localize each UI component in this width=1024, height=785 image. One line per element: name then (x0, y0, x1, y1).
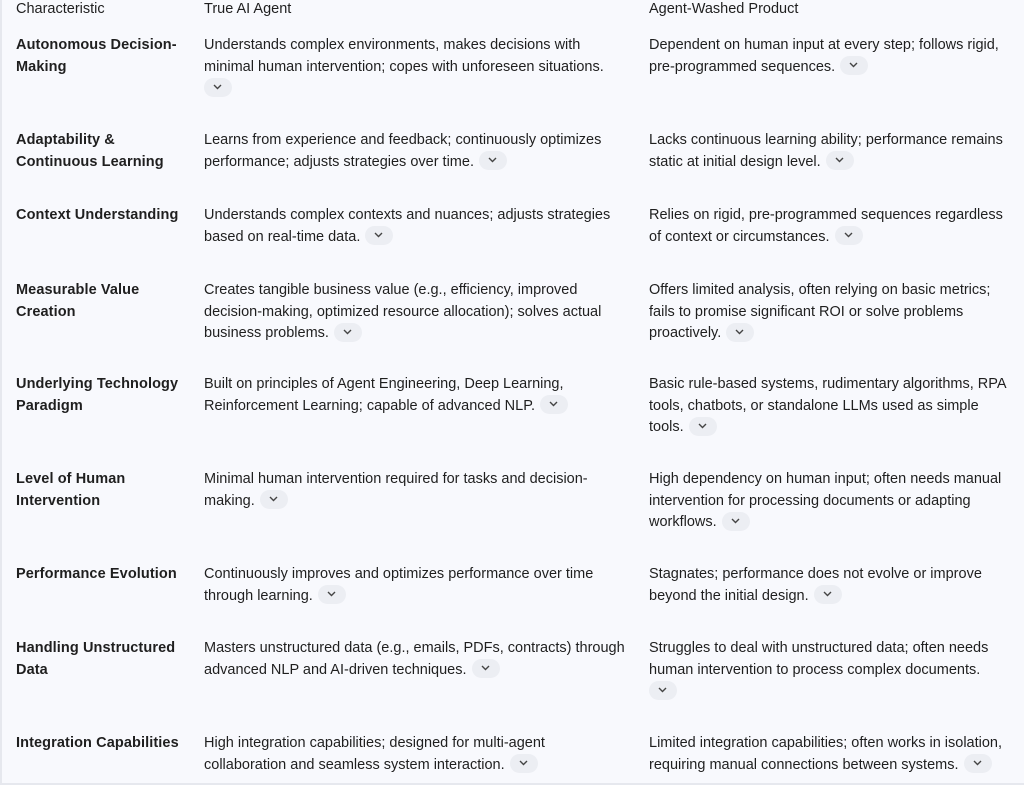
expand-source-button[interactable] (726, 323, 754, 342)
agent-washed-cell (649, 564, 1011, 607)
chevron-down-icon (731, 518, 740, 524)
chevron-down-icon (835, 157, 844, 163)
expand-source-button[interactable] (318, 585, 346, 604)
agent-washed-text: Struggles to deal with unstructured data; often needs human intervention to process complex documents. (649, 640, 989, 678)
true-agent-cell (204, 280, 629, 345)
true-agent-cell (204, 130, 629, 173)
expand-source-button[interactable] (260, 490, 288, 509)
chevron-down-icon (844, 232, 853, 238)
expand-source-button[interactable] (334, 323, 362, 342)
characteristic-cell: Handling Unstructured Data (16, 640, 176, 678)
true-agent-cell (204, 374, 629, 417)
true-agent-cell (204, 469, 629, 512)
agent-washed-cell (649, 374, 1011, 439)
chevron-down-icon (488, 157, 497, 163)
expand-source-button[interactable] (826, 151, 854, 170)
agent-washed-cell (649, 638, 1011, 701)
true-agent-text: Learns from experience and feedback; continuously optimizes performance; adjusts strategies over time. (204, 132, 602, 170)
agent-washed-cell (649, 35, 1011, 78)
expand-source-button[interactable] (689, 417, 717, 436)
true-agent-text: Understands complex contexts and nuances; adjusts strategies based on real-time data. (204, 207, 611, 245)
chevron-down-icon (698, 423, 707, 429)
header-agent-washed-product: Agent-Washed Product (649, 1, 799, 17)
chevron-down-icon (823, 591, 832, 597)
chevron-down-icon (849, 62, 858, 68)
agent-washed-cell (649, 733, 1011, 776)
true-agent-cell (204, 733, 629, 776)
true-agent-cell (204, 205, 629, 248)
characteristic-cell: Autonomous Decision-Making (16, 37, 177, 75)
expand-source-button[interactable] (722, 512, 750, 531)
agent-washed-text: Relies on rigid, pre-programmed sequences regardless of context or circumstances. (649, 207, 1003, 245)
chevron-down-icon (519, 760, 528, 766)
true-agent-text: Built on principles of Agent Engineering, Deep Learning, Reinforcement Learning; capable of advanced NLP. (204, 376, 564, 414)
true-agent-text: Understands complex environments, makes decisions with minimal human intervention; copes with unforeseen situations. (204, 37, 604, 75)
agent-washed-text: Offers limited analysis, often relying on basic metrics; fails to promise significant ROI or solve problems proactively. (649, 282, 991, 341)
agent-washed-cell (649, 280, 1011, 345)
true-agent-text: Continuously improves and optimizes performance over time through learning. (204, 566, 594, 604)
chevron-down-icon (735, 329, 744, 335)
chevron-down-icon (343, 329, 352, 335)
chevron-down-icon (658, 687, 667, 693)
chevron-down-icon (549, 401, 558, 407)
expand-source-button[interactable] (472, 659, 500, 678)
chevron-down-icon (973, 760, 982, 766)
expand-source-button[interactable] (814, 585, 842, 604)
agent-washed-cell (649, 130, 1011, 173)
characteristic-cell: Underlying Technology Paradigm (16, 376, 179, 414)
true-agent-cell (204, 35, 629, 98)
agent-washed-cell (649, 205, 1011, 248)
agent-washed-cell (649, 469, 1011, 534)
agent-washed-text: High dependency on human input; often needs manual intervention for processing documents or adapting workflows. (649, 471, 1002, 530)
true-agent-cell (204, 564, 629, 607)
agent-washed-text: Stagnates; performance does not evolve or improve beyond the initial design. (649, 566, 982, 604)
true-agent-text: Creates tangible business value (e.g., efficiency, improved decision-making, optimized resource allocation); solves actual business problems. (204, 282, 602, 341)
true-agent-text: Minimal human intervention required for tasks and decision-making. (204, 471, 588, 509)
chevron-down-icon (481, 665, 490, 671)
characteristic-cell: Measurable Value Creation (16, 282, 140, 320)
true-agent-cell (204, 638, 629, 681)
expand-source-button[interactable] (840, 56, 868, 75)
characteristic-cell: Level of Human Intervention (16, 471, 126, 509)
expand-source-button[interactable] (510, 754, 538, 773)
characteristic-cell: Context Understanding (16, 207, 179, 223)
expand-source-button[interactable] (540, 395, 568, 414)
agent-washed-text: Lacks continuous learning ability; performance remains static at initial design level. (649, 132, 1003, 170)
header-true-ai-agent: True AI Agent (204, 1, 292, 17)
agent-washed-text: Basic rule-based systems, rudimentary algorithms, RPA tools, chatbots, or standalone LLMs used as simple tools. (649, 376, 1006, 435)
true-agent-text: High integration capabilities; designed for multi-agent collaboration and seamless system interaction. (204, 735, 545, 773)
characteristic-cell: Adaptability & Continuous Learning (16, 132, 164, 170)
header-characteristic: Characteristic (16, 1, 105, 17)
characteristic-cell: Integration Capabilities (16, 735, 179, 751)
expand-source-button[interactable] (365, 226, 393, 245)
chevron-down-icon (213, 84, 222, 90)
chevron-down-icon (269, 496, 278, 502)
agent-washed-text: Limited integration capabilities; often works in isolation, requiring manual connections between systems. (649, 735, 1003, 773)
characteristic-cell: Performance Evolution (16, 566, 177, 582)
agent-washed-text: Dependent on human input at every step; follows rigid, pre-programmed sequences. (649, 37, 999, 75)
chevron-down-icon (374, 232, 383, 238)
expand-source-button[interactable] (479, 151, 507, 170)
true-agent-text: Masters unstructured data (e.g., emails, PDFs, contracts) through advanced NLP and AI-driven techniques. (204, 640, 625, 678)
table-header (16, 0, 1016, 22)
expand-source-button[interactable] (964, 754, 992, 773)
expand-source-button[interactable] (835, 226, 863, 245)
chevron-down-icon (327, 591, 336, 597)
expand-source-button[interactable] (649, 681, 677, 700)
expand-source-button[interactable] (204, 78, 232, 97)
